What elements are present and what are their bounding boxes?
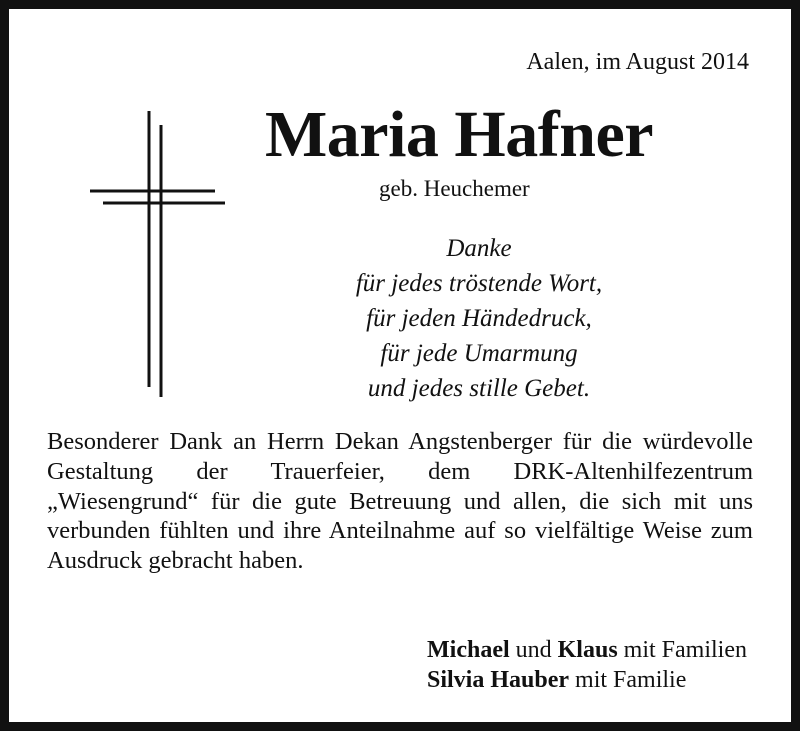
maiden-name: geb. Heuchemer [379, 176, 530, 201]
poem [309, 231, 649, 406]
thanks-paragraph: Besonderer Dank an Herrn Dekan Angstenberger für die würdevolle Gestaltung der Trauerfeier, dem DRK-Altenhilfezentrum „Wiesengrund“ für die gute Betreuung und allen, die sich mit uns verbunden fühlten und ihre Anteilnahme auf so vielfältige Weise zum Ausdruck gebracht haben. [47, 428, 753, 575]
poem-line: für jeden Händedruck, [366, 305, 592, 332]
signer-row [427, 635, 747, 665]
poem-line: Danke [446, 235, 512, 262]
place-date: Aalen, im August 2014 [526, 49, 749, 75]
signer-suffix: mit Familie [575, 667, 687, 693]
signer-connector: und [515, 637, 552, 663]
signer-suffix: mit Familien [623, 637, 747, 663]
deceased-name: Maria Hafner [265, 98, 654, 171]
signer-name: Michael [427, 637, 510, 663]
signers [427, 635, 747, 695]
signer-name: Silvia Hauber [427, 667, 570, 693]
signer-name: Klaus [557, 637, 618, 663]
signer-row [427, 665, 747, 695]
poem-line: für jede Umarmung [380, 340, 578, 367]
poem-line: für jedes tröstende Wort, [355, 270, 603, 297]
poem-line: und jedes stille Gebet. [367, 375, 591, 402]
cross-icon [87, 109, 227, 399]
